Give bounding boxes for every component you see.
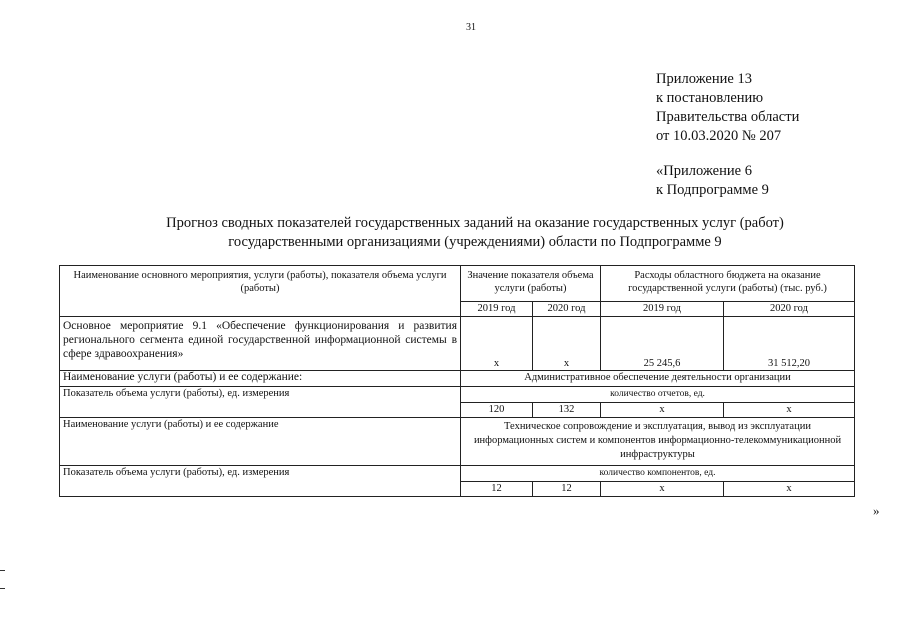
appendix-line: к постановлению: [656, 90, 764, 106]
table-row: [60, 466, 855, 482]
margin-mark: [0, 588, 5, 589]
indicator-unit-cell: количество отчетов, ед.: [461, 387, 855, 403]
appendix-line: от 10.03.2020 № 207: [656, 128, 782, 144]
margin-mark: [0, 570, 5, 571]
table-header-row: [60, 266, 855, 302]
expense-cell: x: [601, 403, 724, 418]
service-label-cell: Наименование услуги (работы) и ее содержание:: [60, 371, 461, 387]
document-title: [60, 214, 890, 252]
expense-cell: 31 512,20: [724, 317, 855, 371]
year-cell: 2019 год: [601, 302, 724, 317]
value-cell: x: [461, 317, 533, 371]
closing-quote: »: [873, 503, 880, 518]
table-row: [60, 317, 855, 371]
service-value-cell: Административное обеспечение деятельности организации: [461, 371, 855, 387]
expense-cell: x: [724, 403, 855, 418]
table-row: [60, 371, 855, 387]
page-number: 31: [466, 22, 476, 33]
main-event-cell: Основное мероприятие 9.1 «Обеспечение функционирования и развития регионального сегмента единой государственной информационной системы в сфере здравоохранения»: [60, 317, 461, 371]
title-line: Прогноз сводных показателей государственных заданий на оказание государственных услуг (работ): [166, 215, 784, 231]
expense-cell: 25 245,6: [601, 317, 724, 371]
service-label-cell: Наименование услуги (работы) и ее содержание: [60, 418, 461, 466]
indicator-unit-cell: количество компонентов, ед.: [461, 466, 855, 482]
header-expense-cell: Расходы областного бюджета на оказание государственной услуги (работы) (тыс. руб.): [601, 266, 855, 302]
title-line: государственными организациями (учреждениями) области по Подпрограмме 9: [228, 234, 722, 250]
table-row: [60, 418, 855, 466]
value-cell: x: [533, 317, 601, 371]
value-cell: 120: [461, 403, 533, 418]
appendix-line: Приложение 13: [656, 71, 752, 87]
table-row: [60, 387, 855, 403]
service-value-cell: Техническое сопровождение и эксплуатация, вывод из эксплуатации информационных систем и компонентов информационно-телекоммуникационной инфраструктуры: [461, 418, 855, 466]
header-value-cell: Значение показателя объема услуги (работы): [461, 266, 601, 302]
appendix-line: Правительства области: [656, 109, 800, 125]
value-cell: 12: [461, 482, 533, 497]
indicator-label-cell: Показатель объема услуги (работы), ед. измерения: [60, 466, 461, 497]
year-cell: 2019 год: [461, 302, 533, 317]
value-cell: 12: [533, 482, 601, 497]
year-cell: 2020 год: [724, 302, 855, 317]
year-cell: 2020 год: [533, 302, 601, 317]
expense-cell: x: [724, 482, 855, 497]
inner-appendix-line: к Подпрограмме 9: [656, 182, 769, 198]
inner-appendix-block: [656, 162, 769, 200]
expense-cell: x: [601, 482, 724, 497]
appendix-block: [656, 70, 799, 146]
forecast-table: [59, 265, 855, 497]
inner-appendix-line: «Приложение 6: [656, 163, 752, 179]
indicator-label-cell: Показатель объема услуги (работы), ед. измерения: [60, 387, 461, 418]
header-name-cell: Наименование основного мероприятия, услуги (работы), показателя объема услуги (работы): [60, 266, 461, 317]
value-cell: 132: [533, 403, 601, 418]
